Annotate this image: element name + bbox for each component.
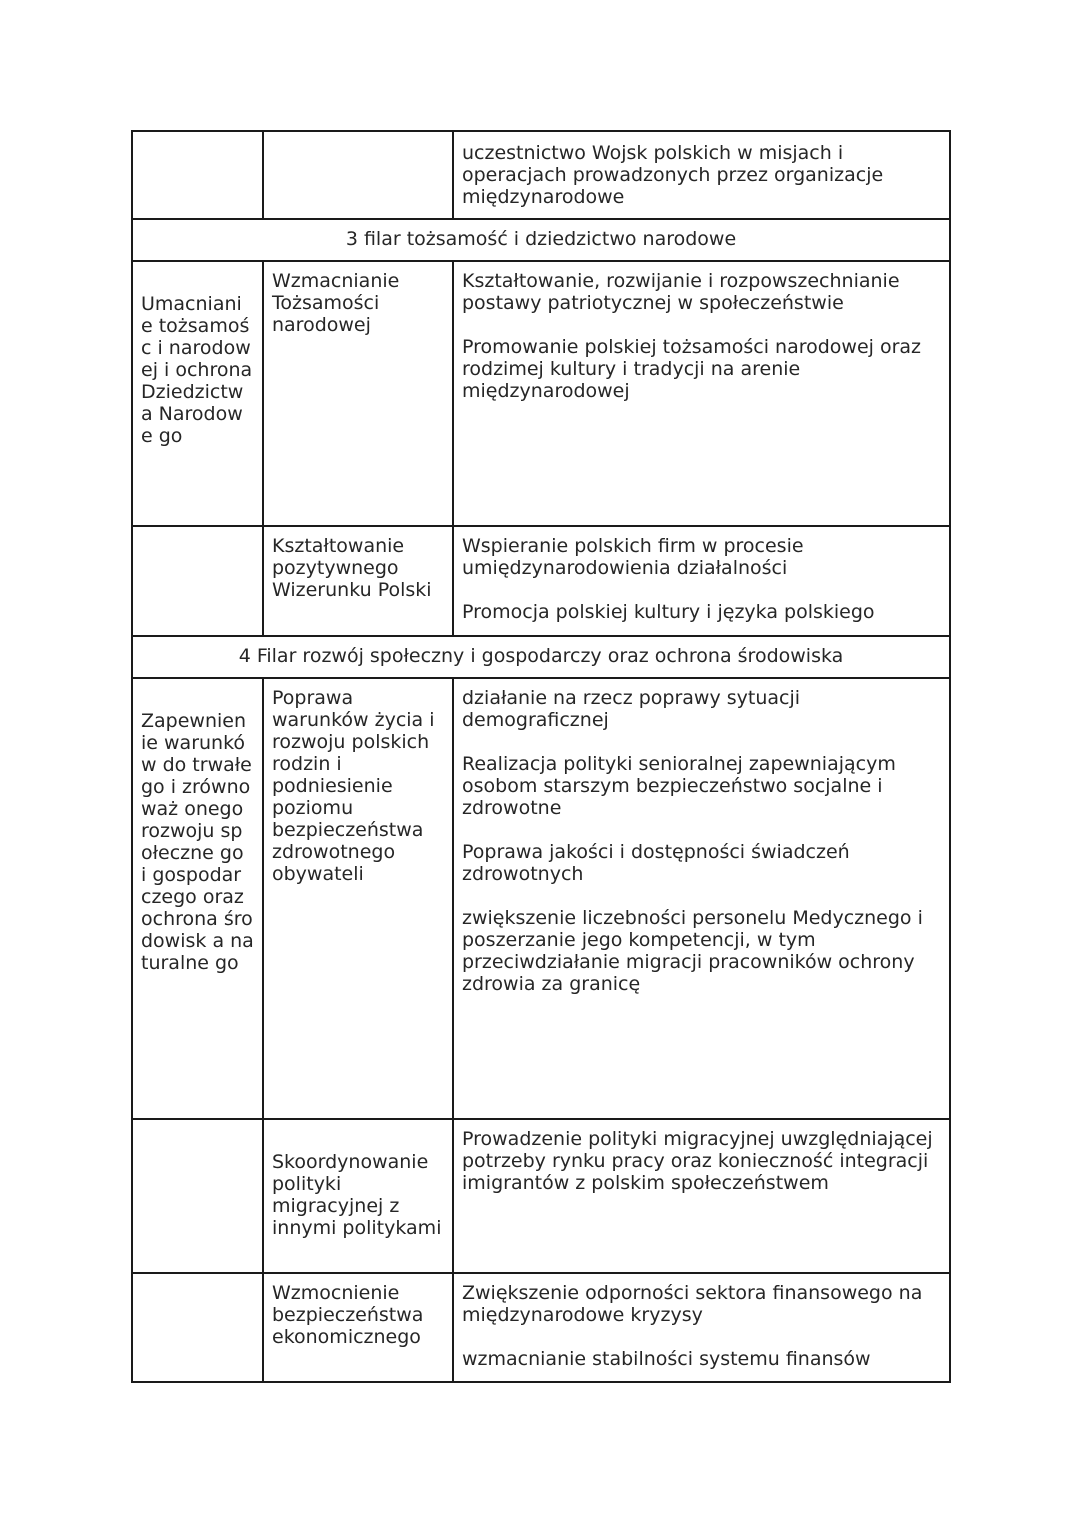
pillar-header-row — [132, 219, 950, 261]
pillar-3-title: 3 filar tożsamość i dziedzictwo narodowe — [132, 219, 950, 261]
goal-text: Zapewnien ie warunków do trwałego i zrównoważ onego rozwoju społeczne go i gospodar czego oraz ochrona środowisk a naturalne go — [141, 710, 254, 974]
subgoal-text: Wzmacnianie Tożsamości narodowej — [272, 270, 400, 336]
task-text: Zwiększenie odporności sektora finansowego na międzynarodowe kryzysy — [462, 1282, 923, 1326]
table-row — [132, 1119, 950, 1273]
pillar-header-row — [132, 636, 950, 678]
strategy-table — [131, 130, 951, 1383]
subgoal-cell — [263, 526, 453, 636]
table-row — [132, 131, 950, 219]
pillar-4-title: 4 Filar rozwój społeczny i gospodarczy oraz ochrona środowiska — [132, 636, 950, 678]
subgoal-cell — [263, 261, 453, 526]
subgoal-cell — [263, 678, 453, 1119]
subgoal-cell — [263, 1273, 453, 1382]
tasks-cell — [453, 1273, 950, 1382]
table-row — [132, 678, 950, 1119]
task-text: Poprawa jakości i dostępności świadczeń zdrowotnych — [462, 841, 850, 885]
goal-cell — [132, 261, 263, 526]
task-text: Promocja polskiej kultury i języka polskiego — [462, 601, 875, 623]
goal-cell — [132, 1273, 263, 1382]
tasks-cell — [453, 261, 950, 526]
tasks-cell — [453, 1119, 950, 1273]
subgoal-text: Kształtowanie pozytywnego Wizerunku Polski — [272, 535, 432, 601]
tasks-cell — [453, 678, 950, 1119]
task-text: Promowanie polskiej tożsamości narodowej oraz rodzimej kultury i tradycji na arenie międzynarodowej — [462, 336, 922, 402]
tasks-cell — [453, 526, 950, 636]
goal-cell — [132, 678, 263, 1119]
task-text: wzmacnianie stabilności systemu finansów — [462, 1348, 871, 1370]
table-row — [132, 261, 950, 526]
subgoal-cell — [263, 131, 453, 219]
tasks-cell — [453, 131, 950, 219]
goal-cell — [132, 1119, 263, 1273]
subgoal-text: Poprawa warunków życia i rozwoju polskich rodzin i podniesienie poziomu bezpieczeństwa zdrowotnego obywateli — [272, 687, 435, 885]
subgoal-text: Wzmocnienie bezpieczeństwa ekonomicznego — [272, 1282, 424, 1348]
subgoal-cell — [263, 1119, 453, 1273]
subgoal-text: Skoordynowanie polityki migracyjnej z innymi politykami — [272, 1151, 442, 1239]
goal-cell — [132, 526, 263, 636]
task-text: działanie na rzecz poprawy sytuacji demograficznej — [462, 687, 801, 731]
table-row — [132, 526, 950, 636]
task-text: zwiększenie liczebności personelu Medycznego i poszerzanie jego kompetencji, w tym przeciwdziałanie migracji pracowników ochrony zdrowia za granicę — [462, 907, 923, 995]
goal-text: Umacniani e tożsamośc i narodowej i ochrona Dziedzictw a Narodowe go — [141, 293, 253, 447]
task-text: Prowadzenie polityki migracyjnej uwzględniającej potrzeby rynku pracy oraz konieczność integracji imigrantów z polskim społeczeństwem — [462, 1128, 933, 1194]
task-text: Realizacja polityki senioralnej zapewniającym osobom starszym bezpieczeństwo socjalne i zdrowotne — [462, 753, 896, 819]
table-row — [132, 1273, 950, 1382]
task-text: Kształtowanie, rozwijanie i rozpowszechnianie postawy patriotycznej w społeczeństwie — [462, 270, 900, 314]
goal-cell — [132, 131, 263, 219]
task-text: uczestnictwo Wojsk polskich w misjach i operacjach prowadzonych przez organizacje międzynarodowe — [462, 142, 884, 208]
task-text: Wspieranie polskich firm w procesie umiędzynarodowienia działalności — [462, 535, 804, 579]
